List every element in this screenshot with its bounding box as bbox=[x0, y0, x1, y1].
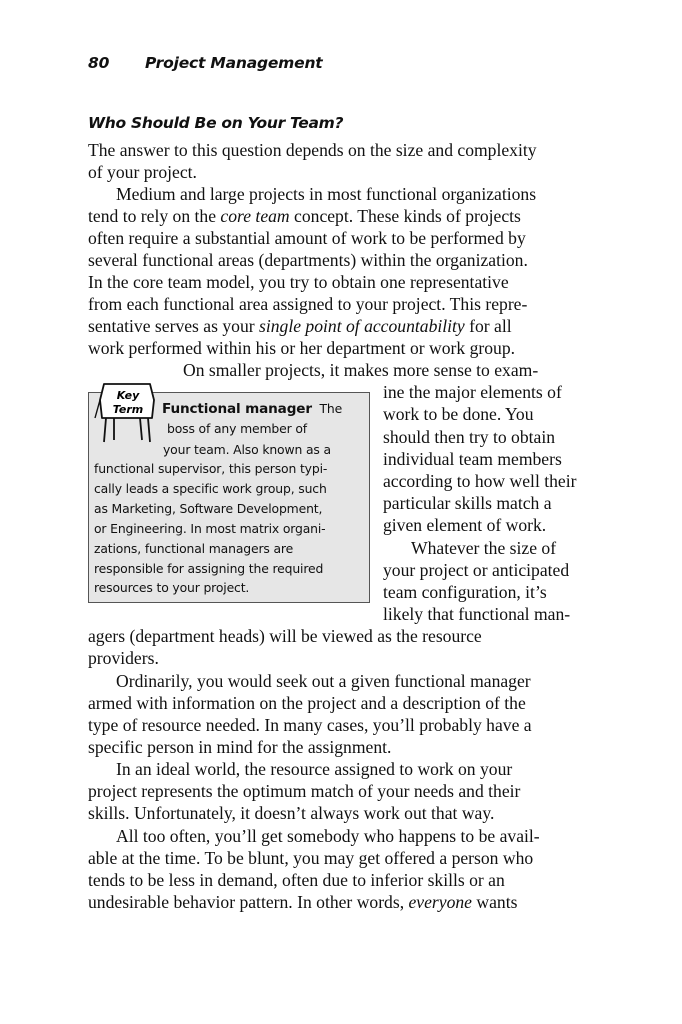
body-line: agers (department heads) will be viewed as the resource bbox=[88, 626, 482, 646]
key-term-line: cally leads a specific work group, such bbox=[94, 481, 327, 496]
key-term-line: zations, functional managers are bbox=[94, 541, 294, 556]
key-term-line: responsible for assigning the required bbox=[94, 561, 324, 576]
body-line: specific person in mind for the assignment. bbox=[88, 737, 392, 757]
page-number: 80 bbox=[88, 54, 110, 72]
key-term-sign-icon bbox=[92, 378, 164, 446]
body-line: tend to rely on the core team concept. These kinds of projects bbox=[88, 206, 521, 226]
key-icon-word-2: Term bbox=[112, 403, 144, 416]
body-line: often require a substantial amount of work to be performed by bbox=[88, 228, 526, 248]
body-line: Ordinarily, you would seek out a given functional manager bbox=[116, 671, 531, 691]
body-line: All too often, you’ll get somebody who happens to be avail- bbox=[116, 826, 540, 846]
body-line: On smaller projects, it makes more sense to exam- bbox=[183, 360, 539, 380]
body-line: should then try to obtain bbox=[383, 427, 556, 447]
body-line: sentative serves as your single point of accountability for all bbox=[88, 316, 512, 336]
body-line: The answer to this question depends on the size and complexity bbox=[88, 140, 537, 160]
body-line: undesirable behavior pattern. In other words, everyone wants bbox=[88, 892, 518, 912]
key-term-line: your team. Also known as a bbox=[163, 442, 331, 457]
body-line: your project or anticipated bbox=[383, 560, 570, 580]
key-term-line: as Marketing, Software Development, bbox=[94, 501, 323, 516]
body-line: tends to be less in demand, often due to inferior skills or an bbox=[88, 870, 505, 890]
body-line: according to how well their bbox=[383, 471, 577, 491]
running-title: Project Management bbox=[145, 54, 323, 72]
body-line: several functional areas (departments) within the organization. bbox=[88, 250, 528, 270]
body-line: likely that functional man- bbox=[383, 604, 571, 624]
emphasis-core-team: core team bbox=[220, 206, 290, 226]
key-term-line: functional supervisor, this person typi- bbox=[94, 461, 328, 476]
body-line: project represents the optimum match of your needs and their bbox=[88, 781, 521, 801]
emphasis-accountability: single point of accountability bbox=[259, 316, 465, 336]
key-term-line: or Engineering. In most matrix organi- bbox=[94, 521, 326, 536]
body-line: able at the time. To be blunt, you may get offered a person who bbox=[88, 848, 534, 868]
body-line: ine the major elements of bbox=[383, 382, 562, 402]
body-line: from each functional area assigned to your project. This repre- bbox=[88, 294, 528, 314]
key-term-line: Functional manager The bbox=[162, 401, 343, 417]
body-line: providers. bbox=[88, 648, 159, 668]
body-line: team configuration, it’s bbox=[383, 582, 547, 602]
emphasis-everyone: everyone bbox=[408, 892, 472, 912]
key-term-title: Functional manager bbox=[162, 401, 312, 417]
body-line: type of resource needed. In many cases, you’ll probably have a bbox=[88, 715, 532, 735]
body-line: particular skills match a bbox=[383, 493, 552, 513]
body-line: Whatever the size of bbox=[411, 538, 557, 558]
body-line: In the core team model, you try to obtain one representative bbox=[88, 272, 509, 292]
key-term-line: resources to your project. bbox=[94, 580, 250, 595]
body-line: work performed within his or her department or work group. bbox=[88, 338, 516, 358]
body-line: work to be done. You bbox=[383, 404, 534, 424]
body-line: skills. Unfortunately, it doesn’t always work out that way. bbox=[88, 803, 495, 823]
key-icon-word-1: Key bbox=[116, 389, 140, 402]
body-line: In an ideal world, the resource assigned to work on your bbox=[116, 759, 513, 779]
body-line: armed with information on the project and a description of the bbox=[88, 693, 526, 713]
body-line: Medium and large projects in most functional organizations bbox=[116, 184, 537, 204]
body-line: individual team members bbox=[383, 449, 562, 469]
section-heading: Who Should Be on Your Team? bbox=[88, 114, 344, 132]
running-header bbox=[88, 54, 323, 72]
key-term-line: boss of any member of bbox=[167, 421, 307, 436]
body-line: of your project. bbox=[88, 162, 197, 182]
body-line: given element of work. bbox=[383, 515, 547, 535]
